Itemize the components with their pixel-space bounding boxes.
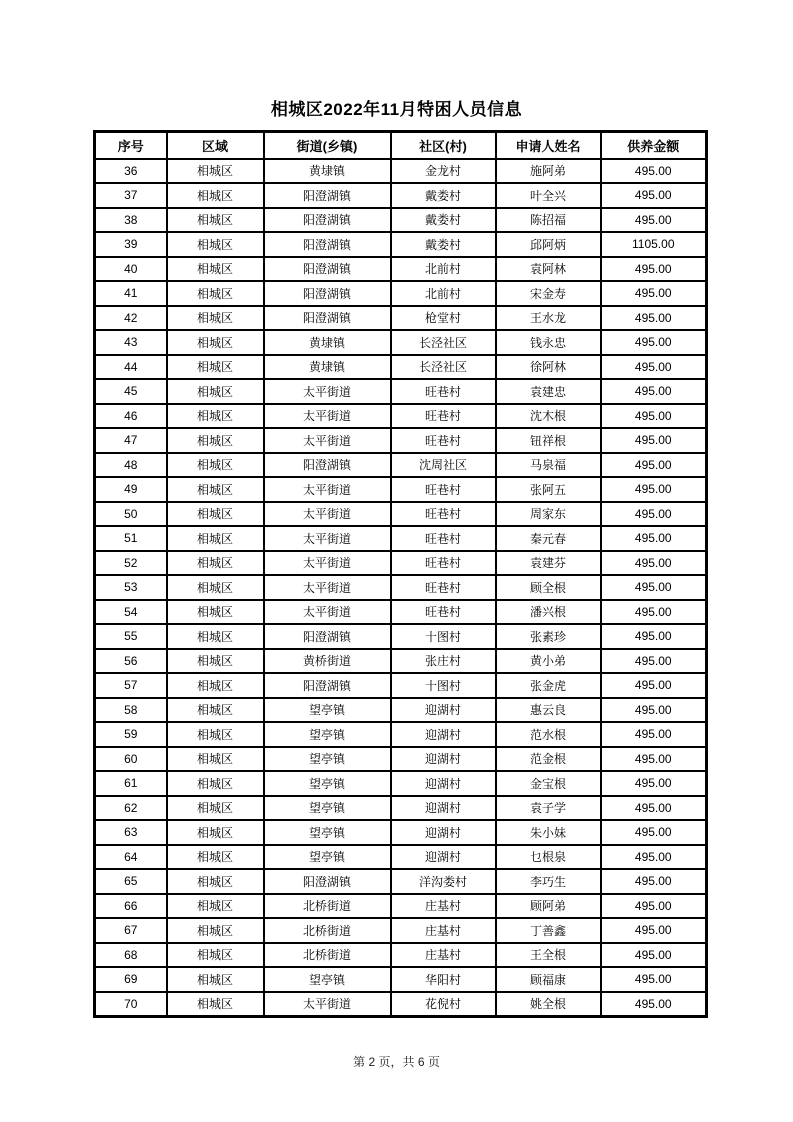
cell-region: 相城区 (167, 747, 264, 772)
cell-region: 相城区 (167, 306, 264, 331)
table-row (95, 330, 707, 355)
cell-seq: 37 (95, 183, 167, 208)
cell-applicant: 顾福康 (496, 967, 601, 992)
table-row (95, 575, 707, 600)
cell-applicant: 王全根 (496, 943, 601, 968)
cell-seq: 68 (95, 943, 167, 968)
cell-community: 洋沟娄村 (391, 869, 496, 894)
header-row (95, 132, 707, 159)
cell-applicant: 顾全根 (496, 575, 601, 600)
cell-applicant: 秦元春 (496, 526, 601, 551)
cell-amount: 495.00 (601, 943, 707, 968)
cell-applicant: 袁建芬 (496, 551, 601, 576)
cell-region: 相城区 (167, 967, 264, 992)
cell-region: 相城区 (167, 992, 264, 1017)
table-row (95, 624, 707, 649)
cell-seq: 55 (95, 624, 167, 649)
cell-region: 相城区 (167, 649, 264, 674)
cell-applicant: 顾阿弟 (496, 894, 601, 919)
table-row (95, 526, 707, 551)
cell-street: 太平街道 (264, 477, 391, 502)
cell-applicant: 陈招福 (496, 208, 601, 233)
cell-seq: 40 (95, 257, 167, 282)
cell-community: 十图村 (391, 624, 496, 649)
cell-street: 太平街道 (264, 600, 391, 625)
cell-community: 迎湖村 (391, 820, 496, 845)
cell-community: 迎湖村 (391, 722, 496, 747)
cell-region: 相城区 (167, 600, 264, 625)
cell-applicant: 丁善鑫 (496, 918, 601, 943)
cell-amount: 495.00 (601, 918, 707, 943)
header-amount: 供养金额 (601, 132, 707, 159)
table-row (95, 967, 707, 992)
cell-applicant: 潘兴根 (496, 600, 601, 625)
cell-applicant: 惠云良 (496, 698, 601, 723)
cell-seq: 36 (95, 159, 167, 184)
cell-community: 戴娄村 (391, 232, 496, 257)
cell-region: 相城区 (167, 208, 264, 233)
cell-community: 长泾社区 (391, 330, 496, 355)
cell-applicant: 袁阿林 (496, 257, 601, 282)
cell-seq: 50 (95, 502, 167, 527)
cell-seq: 39 (95, 232, 167, 257)
cell-seq: 57 (95, 673, 167, 698)
header-applicant: 申请人姓名 (496, 132, 601, 159)
page-number: 第 2 页，共 6 页 (353, 1055, 440, 1069)
cell-amount: 495.00 (601, 845, 707, 870)
cell-street: 太平街道 (264, 551, 391, 576)
cell-seq: 43 (95, 330, 167, 355)
page-title: 相城区2022年11月特困人员信息 (270, 100, 523, 119)
cell-applicant: 范金根 (496, 747, 601, 772)
cell-street: 阳澄湖镇 (264, 183, 391, 208)
cell-applicant: 沈木根 (496, 404, 601, 429)
cell-applicant: 张阿五 (496, 477, 601, 502)
cell-community: 迎湖村 (391, 698, 496, 723)
cell-community: 迎湖村 (391, 845, 496, 870)
table-row (95, 600, 707, 625)
cell-region: 相城区 (167, 502, 264, 527)
table-row (95, 698, 707, 723)
cell-amount: 495.00 (601, 477, 707, 502)
cell-seq: 52 (95, 551, 167, 576)
cell-amount: 495.00 (601, 600, 707, 625)
cell-community: 旺巷村 (391, 404, 496, 429)
cell-applicant: 张素珍 (496, 624, 601, 649)
table-row (95, 281, 707, 306)
cell-applicant: 黄小弟 (496, 649, 601, 674)
cell-community: 迎湖村 (391, 796, 496, 821)
cell-region: 相城区 (167, 355, 264, 380)
cell-applicant: 袁子学 (496, 796, 601, 821)
cell-seq: 42 (95, 306, 167, 331)
cell-seq: 64 (95, 845, 167, 870)
cell-seq: 67 (95, 918, 167, 943)
cell-region: 相城区 (167, 796, 264, 821)
cell-amount: 1105.00 (601, 232, 707, 257)
table-row (95, 649, 707, 674)
cell-community: 旺巷村 (391, 600, 496, 625)
cell-region: 相城区 (167, 477, 264, 502)
cell-amount: 495.00 (601, 257, 707, 282)
cell-region: 相城区 (167, 330, 264, 355)
cell-street: 望亭镇 (264, 747, 391, 772)
cell-applicant: 宋金寿 (496, 281, 601, 306)
cell-street: 望亭镇 (264, 845, 391, 870)
cell-amount: 495.00 (601, 428, 707, 453)
cell-community: 旺巷村 (391, 428, 496, 453)
table-row (95, 404, 707, 429)
cell-community: 庄基村 (391, 918, 496, 943)
cell-amount: 495.00 (601, 551, 707, 576)
table-row (95, 796, 707, 821)
cell-street: 北桥街道 (264, 894, 391, 919)
cell-applicant: 钱永忠 (496, 330, 601, 355)
cell-applicant: 朱小妹 (496, 820, 601, 845)
cell-region: 相城区 (167, 379, 264, 404)
cell-street: 黄埭镇 (264, 355, 391, 380)
cell-amount: 495.00 (601, 722, 707, 747)
cell-seq: 53 (95, 575, 167, 600)
cell-region: 相城区 (167, 257, 264, 282)
cell-seq: 63 (95, 820, 167, 845)
cell-region: 相城区 (167, 845, 264, 870)
table-body (95, 159, 707, 1017)
cell-community: 戴娄村 (391, 208, 496, 233)
cell-community: 庄基村 (391, 943, 496, 968)
table-row (95, 502, 707, 527)
cell-seq: 38 (95, 208, 167, 233)
cell-street: 太平街道 (264, 502, 391, 527)
cell-seq: 69 (95, 967, 167, 992)
cell-seq: 65 (95, 869, 167, 894)
cell-applicant: 周家东 (496, 502, 601, 527)
cell-amount: 495.00 (601, 967, 707, 992)
cell-region: 相城区 (167, 771, 264, 796)
cell-applicant: 金宝根 (496, 771, 601, 796)
cell-community: 旺巷村 (391, 526, 496, 551)
cell-street: 太平街道 (264, 992, 391, 1017)
table-row (95, 159, 707, 184)
cell-street: 北桥街道 (264, 918, 391, 943)
cell-amount: 495.00 (601, 526, 707, 551)
cell-region: 相城区 (167, 624, 264, 649)
cell-community: 迎湖村 (391, 771, 496, 796)
header-street: 街道(乡镇) (264, 132, 391, 159)
table-row (95, 918, 707, 943)
cell-applicant: 范水根 (496, 722, 601, 747)
cell-community: 迎湖村 (391, 747, 496, 772)
table-row (95, 820, 707, 845)
cell-street: 望亭镇 (264, 967, 391, 992)
cell-applicant: 施阿弟 (496, 159, 601, 184)
table-row (95, 232, 707, 257)
cell-region: 相城区 (167, 526, 264, 551)
cell-applicant: 王水龙 (496, 306, 601, 331)
cell-amount: 495.00 (601, 575, 707, 600)
cell-street: 望亭镇 (264, 722, 391, 747)
cell-community: 华阳村 (391, 967, 496, 992)
cell-region: 相城区 (167, 232, 264, 257)
cell-region: 相城区 (167, 698, 264, 723)
cell-region: 相城区 (167, 453, 264, 478)
cell-community: 枪堂村 (391, 306, 496, 331)
cell-street: 黄埭镇 (264, 330, 391, 355)
cell-street: 阳澄湖镇 (264, 453, 391, 478)
cell-seq: 70 (95, 992, 167, 1017)
table-header (95, 132, 707, 159)
cell-amount: 495.00 (601, 281, 707, 306)
table-row (95, 673, 707, 698)
cell-street: 太平街道 (264, 404, 391, 429)
cell-seq: 49 (95, 477, 167, 502)
cell-amount: 495.00 (601, 330, 707, 355)
cell-street: 望亭镇 (264, 820, 391, 845)
cell-amount: 495.00 (601, 159, 707, 184)
cell-street: 太平街道 (264, 379, 391, 404)
cell-amount: 495.00 (601, 624, 707, 649)
table-row (95, 355, 707, 380)
cell-community: 旺巷村 (391, 477, 496, 502)
cell-amount: 495.00 (601, 183, 707, 208)
table-row (95, 845, 707, 870)
cell-street: 阳澄湖镇 (264, 624, 391, 649)
cell-seq: 58 (95, 698, 167, 723)
cell-amount: 495.00 (601, 992, 707, 1017)
cell-community: 沈周社区 (391, 453, 496, 478)
cell-amount: 495.00 (601, 502, 707, 527)
table-row (95, 183, 707, 208)
cell-community: 花倪村 (391, 992, 496, 1017)
cell-region: 相城区 (167, 673, 264, 698)
table-row (95, 306, 707, 331)
cell-region: 相城区 (167, 183, 264, 208)
cell-amount: 495.00 (601, 796, 707, 821)
table-row (95, 992, 707, 1017)
cell-street: 黄埭镇 (264, 159, 391, 184)
cell-applicant: 钮祥根 (496, 428, 601, 453)
cell-community: 旺巷村 (391, 502, 496, 527)
cell-applicant: 徐阿林 (496, 355, 601, 380)
table-row (95, 208, 707, 233)
cell-applicant: 李巧生 (496, 869, 601, 894)
table-row (95, 379, 707, 404)
cell-street: 阳澄湖镇 (264, 281, 391, 306)
cell-seq: 54 (95, 600, 167, 625)
cell-amount: 495.00 (601, 869, 707, 894)
cell-street: 太平街道 (264, 526, 391, 551)
cell-amount: 495.00 (601, 820, 707, 845)
cell-amount: 495.00 (601, 698, 707, 723)
cell-amount: 495.00 (601, 208, 707, 233)
cell-street: 阳澄湖镇 (264, 208, 391, 233)
cell-community: 庄基村 (391, 894, 496, 919)
cell-seq: 62 (95, 796, 167, 821)
cell-amount: 495.00 (601, 747, 707, 772)
cell-amount: 495.00 (601, 649, 707, 674)
cell-street: 望亭镇 (264, 698, 391, 723)
cell-region: 相城区 (167, 159, 264, 184)
table-row (95, 747, 707, 772)
table-row (95, 428, 707, 453)
cell-region: 相城区 (167, 894, 264, 919)
cell-region: 相城区 (167, 943, 264, 968)
cell-amount: 495.00 (601, 404, 707, 429)
cell-amount: 495.00 (601, 673, 707, 698)
table-row (95, 453, 707, 478)
cell-region: 相城区 (167, 722, 264, 747)
cell-applicant: 袁建忠 (496, 379, 601, 404)
cell-region: 相城区 (167, 820, 264, 845)
cell-region: 相城区 (167, 869, 264, 894)
cell-street: 太平街道 (264, 575, 391, 600)
cell-community: 旺巷村 (391, 575, 496, 600)
table-row (95, 551, 707, 576)
cell-street: 黄桥街道 (264, 649, 391, 674)
cell-street: 望亭镇 (264, 771, 391, 796)
cell-street: 太平街道 (264, 428, 391, 453)
cell-seq: 59 (95, 722, 167, 747)
table-row (95, 722, 707, 747)
cell-seq: 47 (95, 428, 167, 453)
cell-street: 北桥街道 (264, 943, 391, 968)
table-row (95, 869, 707, 894)
table-row (95, 894, 707, 919)
cell-applicant: 叶全兴 (496, 183, 601, 208)
table-row (95, 943, 707, 968)
cell-community: 北前村 (391, 257, 496, 282)
table-row (95, 257, 707, 282)
cell-amount: 495.00 (601, 379, 707, 404)
cell-seq: 41 (95, 281, 167, 306)
cell-region: 相城区 (167, 281, 264, 306)
header-region: 区域 (167, 132, 264, 159)
cell-amount: 495.00 (601, 771, 707, 796)
cell-street: 阳澄湖镇 (264, 306, 391, 331)
cell-seq: 46 (95, 404, 167, 429)
cell-street: 阳澄湖镇 (264, 673, 391, 698)
cell-street: 阳澄湖镇 (264, 257, 391, 282)
persons-table (93, 130, 708, 1018)
cell-applicant: 张金虎 (496, 673, 601, 698)
cell-community: 十图村 (391, 673, 496, 698)
cell-community: 旺巷村 (391, 551, 496, 576)
cell-amount: 495.00 (601, 453, 707, 478)
header-seq: 序号 (95, 132, 167, 159)
header-community: 社区(村) (391, 132, 496, 159)
cell-amount: 495.00 (601, 355, 707, 380)
cell-community: 张庄村 (391, 649, 496, 674)
cell-seq: 66 (95, 894, 167, 919)
cell-seq: 44 (95, 355, 167, 380)
cell-seq: 45 (95, 379, 167, 404)
cell-region: 相城区 (167, 404, 264, 429)
cell-region: 相城区 (167, 575, 264, 600)
table-row (95, 477, 707, 502)
cell-community: 长泾社区 (391, 355, 496, 380)
cell-amount: 495.00 (601, 306, 707, 331)
cell-seq: 51 (95, 526, 167, 551)
cell-region: 相城区 (167, 428, 264, 453)
table-row (95, 771, 707, 796)
cell-region: 相城区 (167, 551, 264, 576)
cell-applicant: 乜根泉 (496, 845, 601, 870)
cell-seq: 61 (95, 771, 167, 796)
cell-applicant: 姚全根 (496, 992, 601, 1017)
cell-street: 阳澄湖镇 (264, 232, 391, 257)
cell-community: 旺巷村 (391, 379, 496, 404)
cell-community: 北前村 (391, 281, 496, 306)
cell-seq: 60 (95, 747, 167, 772)
cell-community: 金龙村 (391, 159, 496, 184)
cell-applicant: 马泉福 (496, 453, 601, 478)
cell-community: 戴娄村 (391, 183, 496, 208)
cell-street: 阳澄湖镇 (264, 869, 391, 894)
cell-street: 望亭镇 (264, 796, 391, 821)
cell-seq: 48 (95, 453, 167, 478)
cell-region: 相城区 (167, 918, 264, 943)
cell-seq: 56 (95, 649, 167, 674)
cell-applicant: 邱阿炳 (496, 232, 601, 257)
cell-amount: 495.00 (601, 894, 707, 919)
